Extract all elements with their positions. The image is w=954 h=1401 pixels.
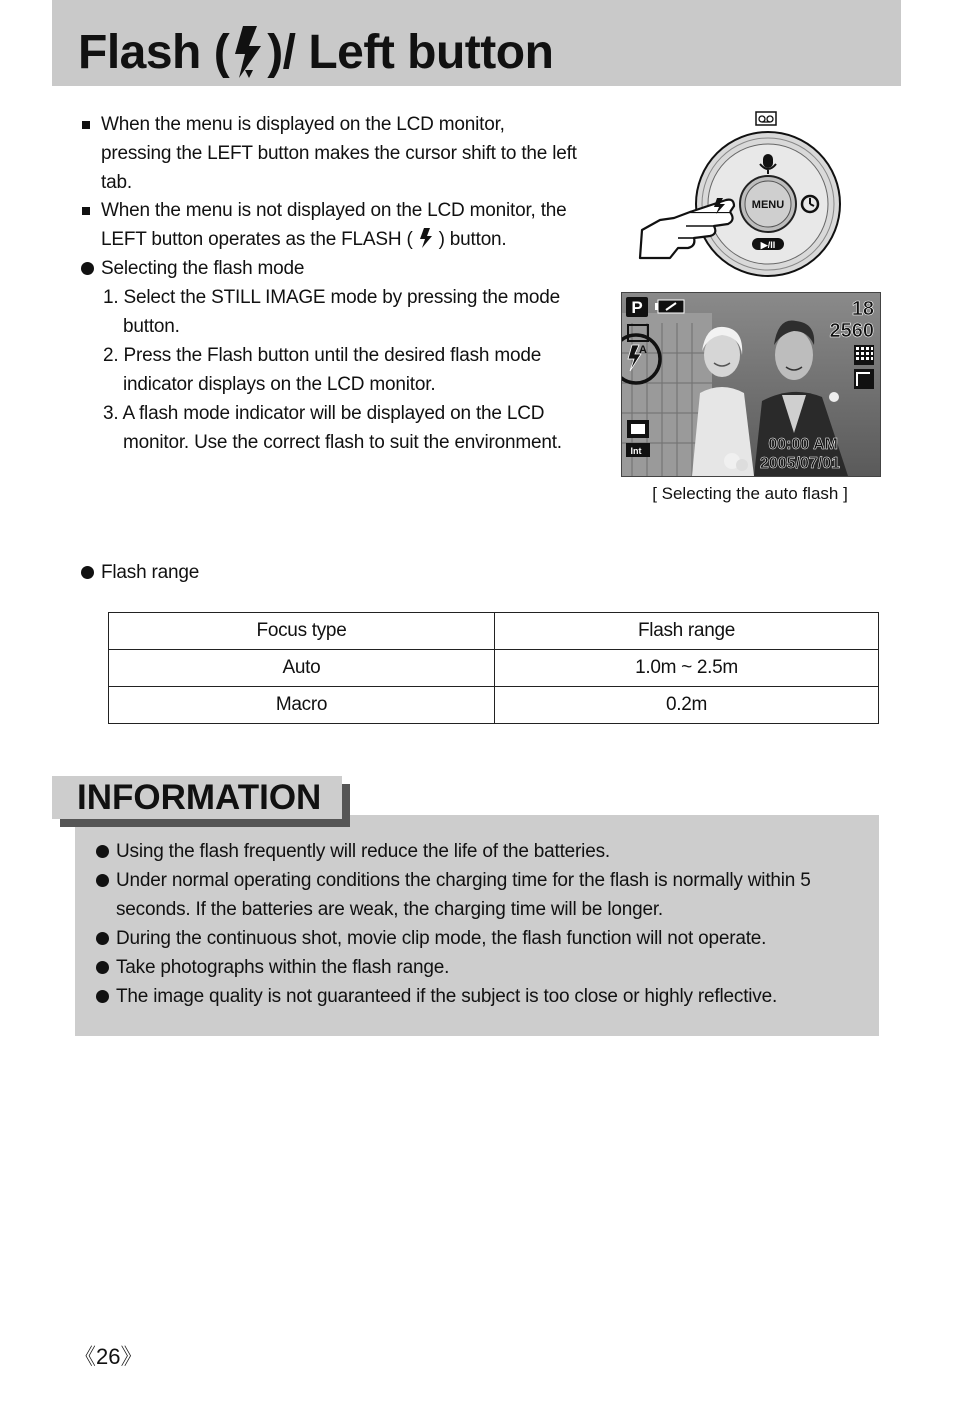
info-line-6: The image quality is not guaranteed if the subject is too close or highly reflective. [116, 986, 778, 1007]
time-display: 00:00 AM [768, 436, 838, 453]
info-line-3: seconds. If the batteries are weak, the charging time will be longer. [116, 899, 664, 920]
table-row [109, 650, 879, 687]
cell-focus-type: Auto [109, 650, 495, 687]
menu-button-label: MENU [751, 199, 785, 211]
round-bullet-icon [96, 874, 109, 887]
round-bullet-icon [96, 961, 109, 974]
lcd-caption: [ Selecting the auto flash ] [652, 484, 848, 503]
cell-flash-range: 1.0m ~ 2.5m [495, 650, 879, 687]
header-focus-type: Focus type [109, 613, 495, 650]
info-line-4: During the continuous shot, movie clip mode, the flash function will not operate. [116, 928, 767, 949]
date-display: 2005/07/01 [759, 455, 840, 472]
round-bullet-icon [96, 990, 109, 1003]
round-bullet-icon [96, 932, 109, 945]
battery-icon [655, 300, 684, 313]
step1-line1: 1. Select the STILL IMAGE mode by pressing the mode [103, 287, 560, 308]
step2-line2: indicator displays on the LCD monitor. [123, 374, 436, 395]
round-bullet-icon [96, 845, 109, 858]
step1-line2: button. [123, 316, 180, 337]
round-bullet-icon [81, 566, 94, 579]
round-bullet-icon [81, 262, 94, 275]
camera-dial-illustration [630, 108, 850, 284]
page-title-part2: )/ Left button [267, 25, 554, 79]
bullet2-text-b: ) button. [438, 229, 507, 250]
metering-icon [854, 369, 874, 389]
cell-flash-range: 0.2m [495, 687, 879, 724]
bullet2-text-a: LEFT button operates as the FLASH ( [101, 229, 413, 250]
header-flash-range: Flash range [495, 613, 879, 650]
bullet1-line1: When the menu is displayed on the LCD monitor, [101, 114, 505, 135]
bullet2-line2 [101, 225, 507, 254]
step2-line1: 2. Press the Flash button until the desired flash mode [103, 345, 542, 366]
info-line-5: Take photographs within the flash range. [116, 957, 450, 978]
cell-focus-type: Macro [109, 687, 495, 724]
square-bullet-icon [82, 121, 90, 129]
lcd-preview [621, 292, 881, 477]
step3-line2: monitor. Use the correct flash to suit the environment. [123, 432, 562, 453]
table-row [109, 687, 879, 724]
voice-memo-icon [756, 112, 776, 125]
page-title [78, 24, 553, 80]
flash-range-heading: Flash range [101, 562, 200, 583]
flash-icon [231, 24, 265, 80]
information-title: INFORMATION [77, 778, 322, 817]
flash-icon [419, 227, 433, 249]
info-line-2: Under normal operating conditions the charging time for the flash is normally within 5 [116, 870, 811, 891]
selecting-flash-heading: Selecting the flash mode [101, 258, 305, 279]
flash-auto-label: A [639, 344, 647, 356]
play-pause-label: ▶/II [760, 240, 776, 250]
resolution-value: 2560 [829, 320, 874, 342]
step3-line1: 3. A flash mode indicator will be displayed on the LCD [103, 403, 545, 424]
table-header-row [109, 613, 879, 650]
memory-label: Int [630, 446, 642, 456]
bullet1-line2: pressing the LEFT button makes the cursor shift to the left [101, 143, 577, 164]
flash-range-table [108, 612, 879, 724]
bullet1-line3: tab. [101, 172, 132, 193]
bullet2-line1: When the menu is not displayed on the LCD monitor, the [101, 200, 567, 221]
square-bullet-icon [82, 207, 90, 215]
page-title-part1: Flash ( [78, 25, 230, 79]
mode-badge: P [631, 298, 643, 317]
info-line-1: Using the flash frequently will reduce the life of the batteries. [116, 841, 610, 862]
shots-remaining: 18 [851, 298, 874, 320]
page-number: 《26》 [74, 1344, 143, 1369]
